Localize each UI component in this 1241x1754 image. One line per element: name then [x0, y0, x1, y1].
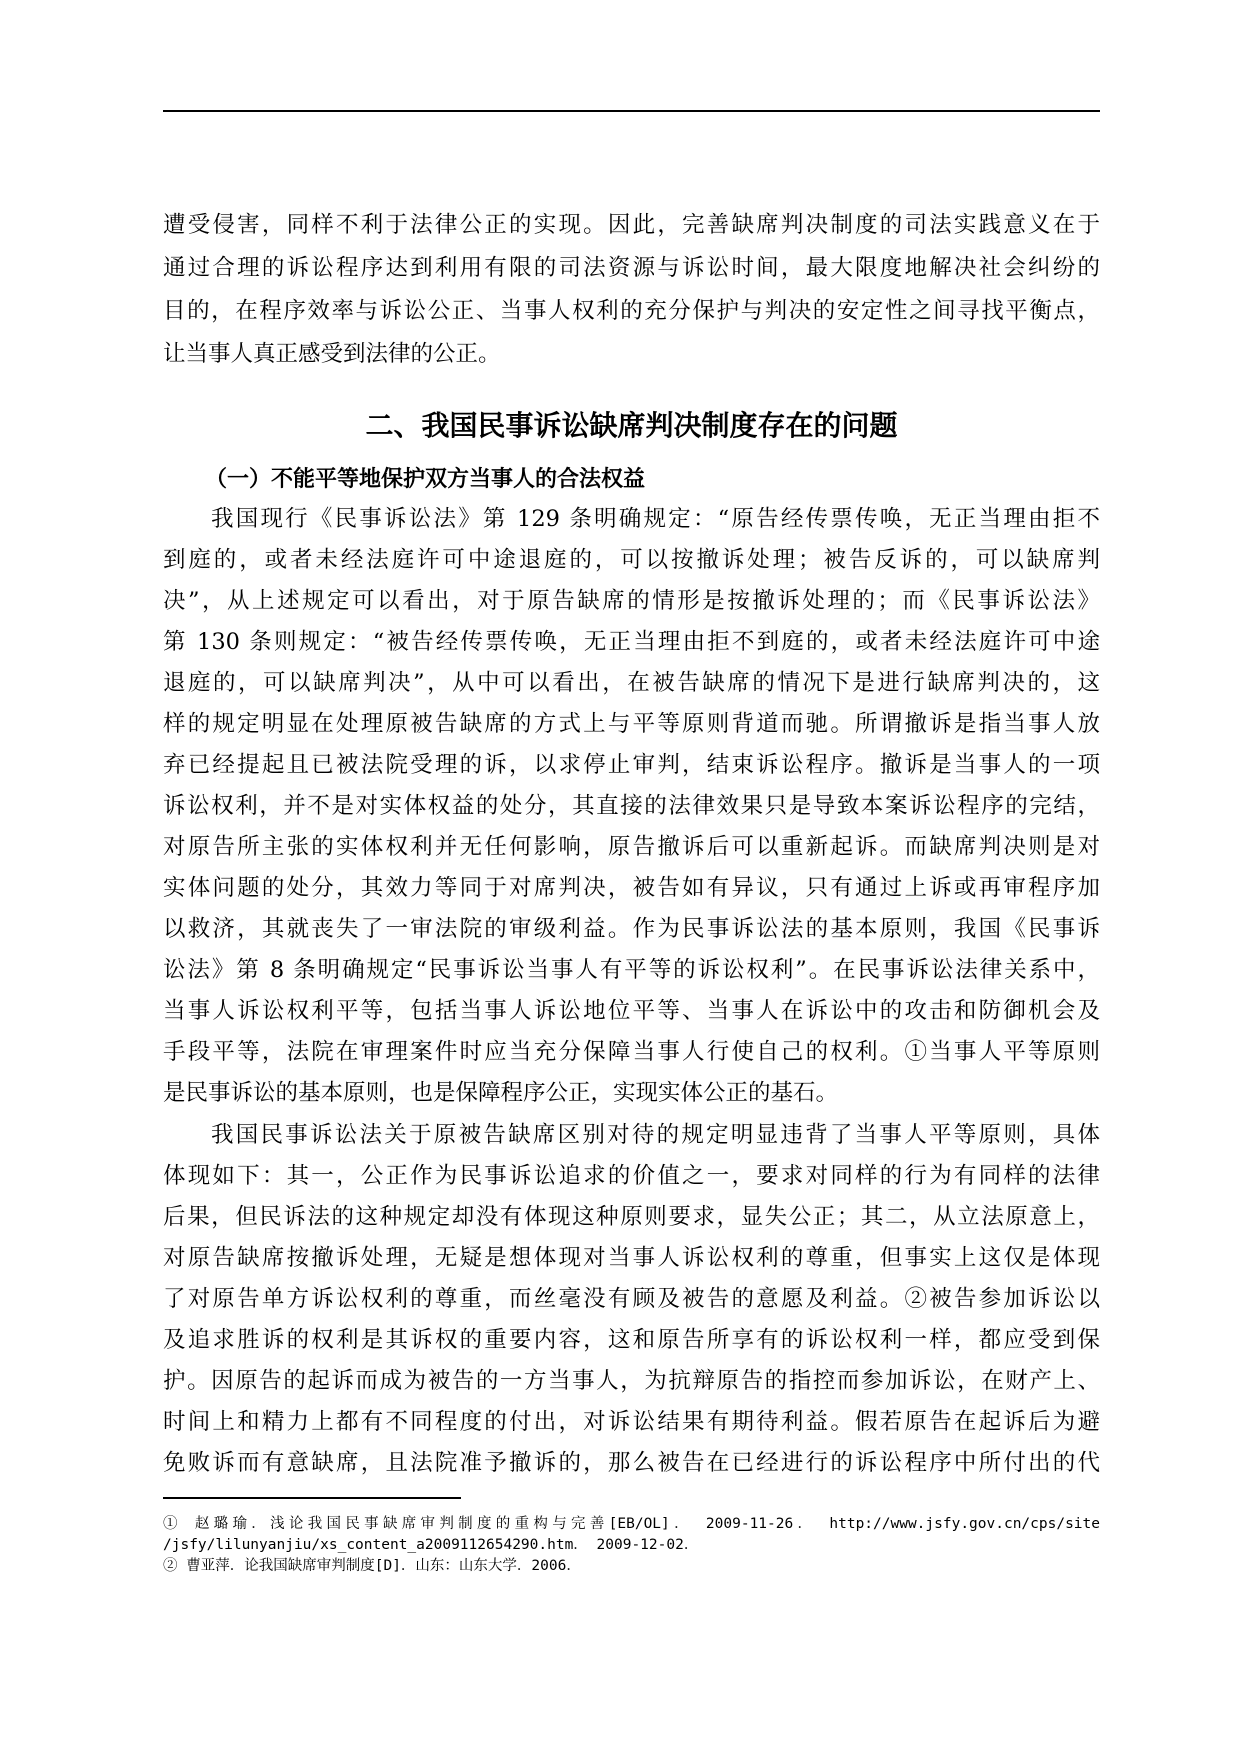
- header-rule: [163, 110, 1100, 112]
- paragraph-line: 时间上和精力上都有不同程度的付出，对诉讼结果有期待利益。假若原告在起诉后为避: [163, 1409, 1100, 1435]
- paragraph-line: 对原告所主张的实体权利并无任何影响，原告撤诉后可以重新起诉。而缺席判决则是对: [163, 834, 1100, 860]
- intro-line: 通过合理的诉讼程序达到利用有限的司法资源与诉讼时间，最大限度地解决社会纠纷的: [163, 255, 1100, 281]
- subsection-heading: （一）不能平等地保护双方当事人的合法权益: [205, 467, 646, 492]
- paragraph-line: 体现如下：其一，公正作为民事诉讼追求的价值之一，要求对同样的行为有同样的法律: [163, 1163, 1100, 1189]
- paragraph-line: 以救济，其就丧失了一审法院的审级利益。作为民事诉讼法的基本原则，我国《民事诉: [163, 916, 1100, 942]
- paragraph-line: 手段平等，法院在审理案件时应当充分保障当事人行使自己的权利。①当事人平等原则: [163, 1039, 1100, 1065]
- footnote-1: ① 赵璐瑜．浅论我国民事缺席审判制度的重构与完善[EB/OL]． 2009-11-26． http://www.jsfy.gov.cn/cps/site: [163, 1516, 1100, 1532]
- paragraph-line: 决”，从上述规定可以看出，对于原告缺席的情形是按撤诉处理的；而《民事诉讼法》: [163, 588, 1100, 614]
- paragraph-line: 是民事诉讼的基本原则，也是保障程序公正，实现实体公正的基石。: [163, 1080, 839, 1106]
- paragraph-line: 退庭的，可以缺席判决”，从中可以看出，在被告缺席的情况下是进行缺席判决的，这: [163, 670, 1100, 696]
- paragraph-line: 后果，但民诉法的这种规定却没有体现这种原则要求，显失公正；其二，从立法原意上，: [163, 1204, 1100, 1230]
- footnote-1-continuation: /jsfy/lilunyanjiu/xs_content_a2009112654290.htm． 2009-12-02．: [163, 1537, 699, 1553]
- intro-line: 目的，在程序效率与诉讼公正、当事人权利的充分保护与判决的安定性之间寻找平衡点，: [163, 298, 1100, 324]
- paragraph-line: 讼法》第 8 条明确规定“民事诉讼当事人有平等的诉讼权利”。在民事诉讼法律关系中，: [163, 957, 1100, 983]
- paragraph-line: 诉讼权利，并不是对实体权益的处分，其直接的法律效果只是导致本案诉讼程序的完结，: [163, 793, 1100, 819]
- paragraph-line: 第 130 条则规定：“被告经传票传唤，无正当理由拒不到庭的，或者未经法庭许可中途: [163, 629, 1100, 655]
- paragraph-line: 弃已经提起且已被法院受理的诉，以求停止审判，结束诉讼程序。撤诉是当事人的一项: [163, 752, 1100, 778]
- paragraph-line: 实体问题的处分，其效力等同于对席判决，被告如有异议，只有通过上诉或再审程序加: [163, 875, 1100, 901]
- paragraph-line: 我国现行《民事诉讼法》第 129 条明确规定：“原告经传票传唤，无正当理由拒不: [211, 506, 1100, 532]
- intro-line: 遭受侵害，同样不利于法律公正的实现。因此，完善缺席判决制度的司法实践意义在于: [163, 212, 1100, 238]
- paragraph-line: 对原告缺席按撤诉处理，无疑是想体现对当事人诉讼权利的尊重，但事实上这仅是体现: [163, 1245, 1100, 1271]
- paragraph-line: 了对原告单方诉讼权利的尊重，而丝毫没有顾及被告的意愿及利益。②被告参加诉讼以: [163, 1286, 1100, 1312]
- paragraph-line: 当事人诉讼权利平等，包括当事人诉讼地位平等、当事人在诉讼中的攻击和防御机会及: [163, 998, 1100, 1024]
- intro-line: 让当事人真正感受到法律的公正。: [163, 341, 501, 367]
- paragraph-line: 及追求胜诉的权利是其诉权的重要内容，这和原告所享有的诉讼权利一样，都应受到保: [163, 1327, 1100, 1353]
- paragraph-line: 免败诉而有意缺席，且法院准予撤诉的，那么被告在已经进行的诉讼程序中所付出的代: [163, 1450, 1100, 1476]
- paragraph-line: 我国民事诉讼法关于原被告缺席区别对待的规定明显违背了当事人平等原则，具体: [211, 1122, 1100, 1148]
- footnote-rule: [163, 1497, 461, 1499]
- section-heading: 二、我国民事诉讼缺席判决制度存在的问题: [365, 409, 898, 442]
- paragraph-line: 护。因原告的起诉而成为被告的一方当事人，为抗辩原告的指控而参加诉讼，在财产上、: [163, 1368, 1100, 1394]
- paragraph-line: 样的规定明显在处理原被告缺席的方式上与平等原则背道而驰。所谓撤诉是指当事人放: [163, 711, 1100, 737]
- footnote-2: ② 曹亚萍．论我国缺席审判制度[D]．山东：山东大学．2006．: [163, 1558, 581, 1574]
- paragraph-line: 到庭的，或者未经法庭许可中途退庭的，可以按撤诉处理；被告反诉的，可以缺席判: [163, 547, 1100, 573]
